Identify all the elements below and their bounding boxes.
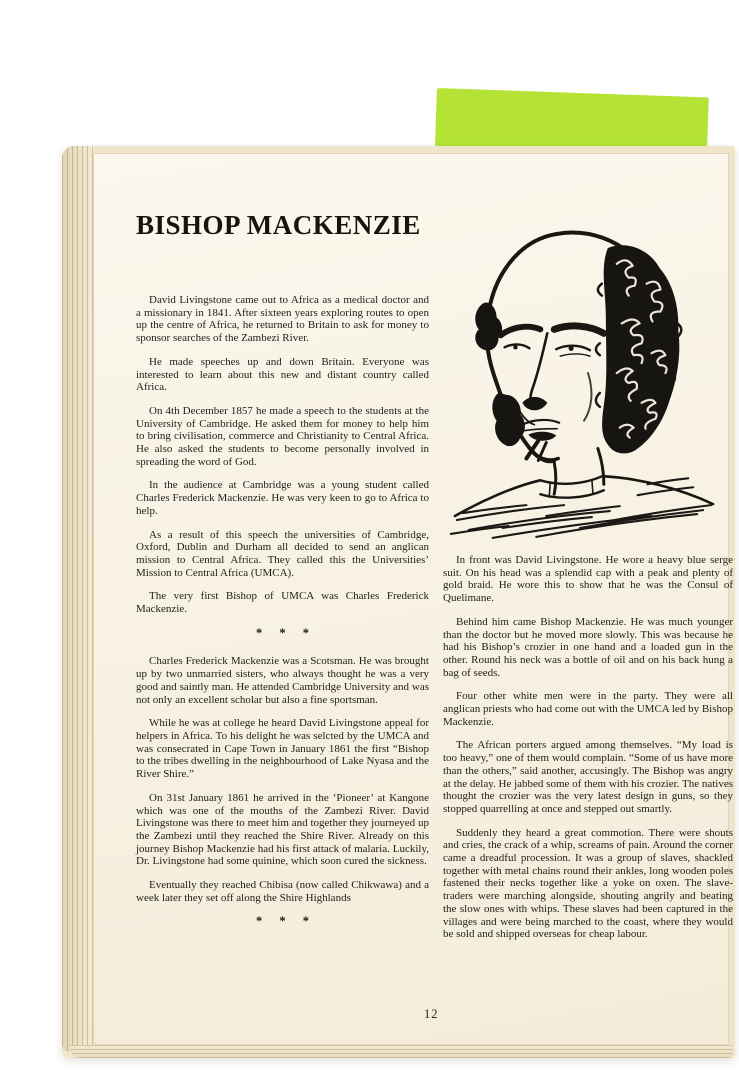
paragraph: As a result of this speech the universities of Cambridge, Oxford, Dublin and Durham all decided to send an anglican mission to Central Africa. They called this the Universities’ Mission to Central Africa (UMCA). — [136, 528, 429, 579]
page-number: 12 — [424, 1007, 439, 1021]
paragraph: On 31st January 1861 he arrived in the ‘Pioneer’ at Kangone which was one of the mouths of the Zambezi River. David Livingstone was there to meet him and together they journeyed up the Zambezi until they reached the Shire River. Already on this journey Bishop Mackenzie had his first attack of malaria. Luckily, Dr. Livingstone had some quinine, which soon cured the sickness. — [136, 791, 429, 868]
section-separator: * * * — [256, 625, 316, 640]
paragraph: Eventually they reached Chibisa (now called Chikwawa) and a week later they set off along the Shire Highlands — [136, 879, 429, 904]
right-column — [443, 224, 733, 952]
page-stack-edge-left — [62, 146, 94, 1052]
paragraph: The very first Bishop of UMCA was Charles Frederick Mackenzie. — [136, 590, 429, 616]
paragraph: Charles Frederick Mackenzie was a Scotsman. He was brought up by two unmarried sisters, who always thought he was a very good and saintly man. He attended Cambridge University and was not only an excellent scholar but also a fine sportsman. — [136, 655, 429, 706]
page-title: BISHOP MACKENZIE — [136, 210, 421, 240]
page-stack-edge-bottom — [70, 1045, 733, 1058]
section-separator: * * * — [256, 914, 316, 929]
book — [62, 146, 735, 1058]
paragraph: The African porters argued among themselves. “My load is too heavy,” one of them would complain. “Some of us have more than the others,” said another, accusingly. The Bishop was angry at the delay. He jabbed some of them with his crozier. The natives thought the crozier was the very latest design in guns, so they stopped quarrelling at once and stepped out smartly. — [443, 739, 733, 815]
right-column-text — [443, 554, 733, 941]
portrait-sketch — [443, 224, 725, 542]
paragraph: Suddenly they heard a great commotion. There were shouts and cries, the crack of a whip, screams of pain. Around the corner came a dreadful procession. It was a group of slaves, shackled together with metal chains round their ankles, long wooden poles fastened their necks together like a yoke on oxen. The slave-traders were marching alongside, shouting angrily and beating the slow ones with whips. These slaves had been captured in the villages and were being marched to the coast, where they would be sold and shipped overseas for cheap labour. — [443, 826, 733, 941]
paragraph: While he was at college he heard David Livingstone appeal for helpers in Africa. To his delight he was selcted by the UMCA and was consecrated in Cape Town in January 1861 the first “Bishop to the tribes dwelling in the neighbourhood of Lake Nyasa and the River Shire.” — [136, 717, 429, 781]
paragraph: Behind him came Bishop Mackenzie. He was much younger than the doctor but he moved more slowly. This was because he had his Bishop’s crozier in one hand and a loaded gun in the other. Round his neck was a bottle of oil and on his back hung a bag of seeds. — [443, 615, 733, 679]
left-column — [136, 294, 429, 944]
paragraph: In front was David Livingstone. He wore a heavy blue serge suit. On his head was a splendid cap with a peak and plenty of gold braid. He wore this to show that he was the Consul of Quelimane. — [443, 554, 733, 605]
paragraph: He made speeches up and down Britain. Everyone was interested to learn about this new and distant country called Africa. — [136, 355, 429, 394]
page-surface — [93, 153, 733, 1045]
paragraph: David Livingstone came out to Africa as a medical doctor and a missionary in 1841. After sixteen years exploring routes to open up the centre of Africa, he returned to Britain to ask for money to sponsor searches of the Zambezi River. — [136, 294, 429, 345]
paragraph: In the audience at Cambridge was a young student called Charles Frederick Mackenzie. He was very keen to go to Africa to help. — [136, 479, 429, 517]
portrait-figure — [443, 224, 725, 542]
paragraph: Four other white men were in the party. They were all anglican priests who had come out with the UMCA led by Bishop Mackenzie. — [443, 690, 733, 728]
paragraph: On 4th December 1857 he made a speech to the students at the University of Cambridge. He asked them for money to help him to bring civilisation, commerce and Christianity to Central Africa. He also asked the students to become personally involved in spreading the word of God. — [136, 404, 429, 468]
